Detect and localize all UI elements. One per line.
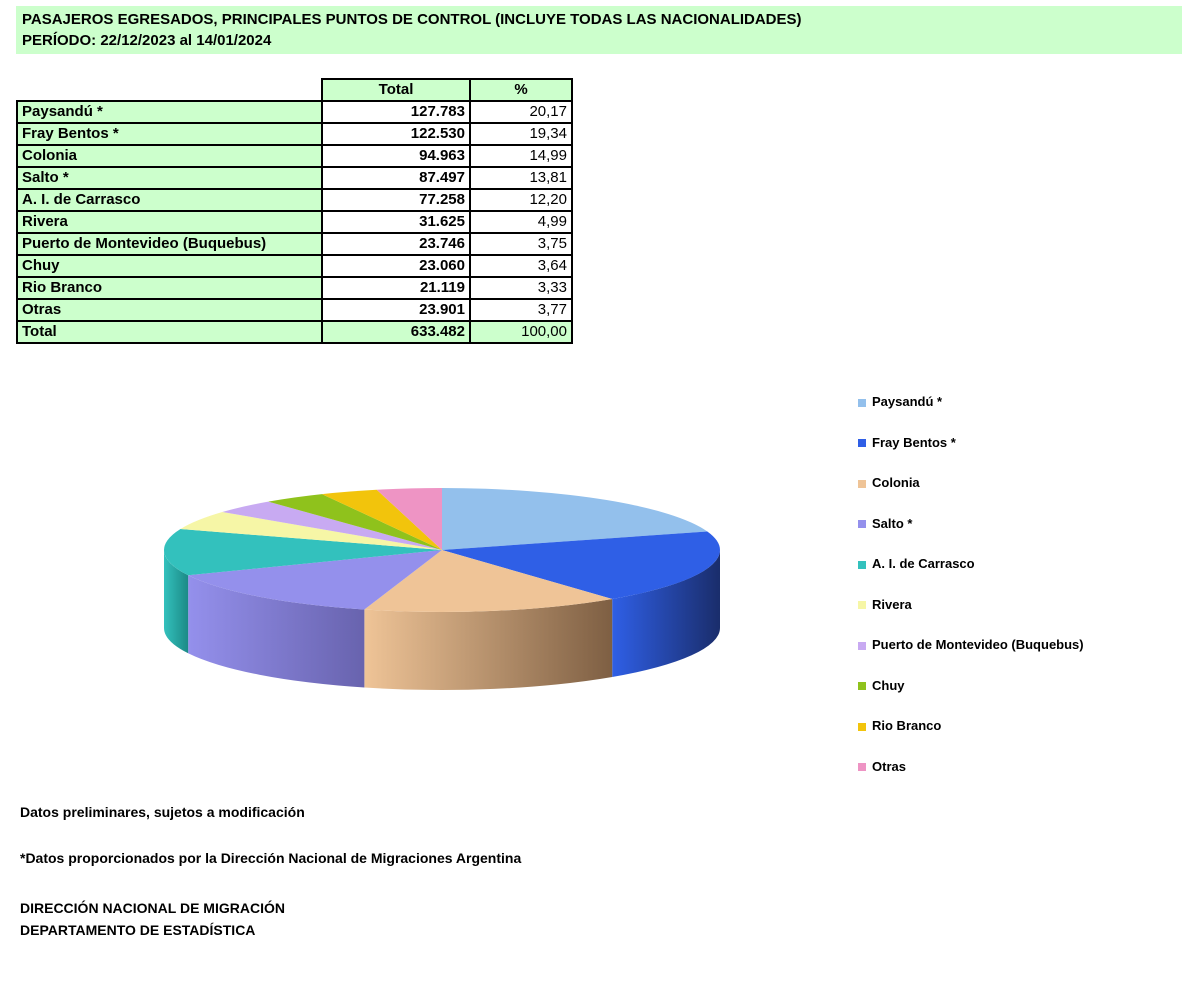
report-title: PASAJEROS EGRESADOS, PRINCIPALES PUNTOS DE CONTROL (INCLUYE TODAS LAS NACIONALIDADES) xyxy=(22,11,802,28)
legend-label: Rivera xyxy=(872,596,912,612)
org-name: DIRECCIÓN NACIONAL DE MIGRACIÓN xyxy=(20,900,285,916)
legend-item xyxy=(858,676,905,696)
org-department: DEPARTAMENTO DE ESTADÍSTICA xyxy=(20,922,256,938)
row-pct: 3,33 xyxy=(470,277,572,299)
table-row xyxy=(17,255,572,277)
row-name: Chuy xyxy=(17,255,322,277)
legend-item xyxy=(858,716,941,736)
row-total: 31.625 xyxy=(322,211,470,233)
row-pct: 3,64 xyxy=(470,255,572,277)
legend-swatch xyxy=(858,480,866,488)
table-body xyxy=(17,101,572,343)
row-name: Colonia xyxy=(17,145,322,167)
row-name: A. I. de Carrasco xyxy=(17,189,322,211)
legend-label: Fray Bentos * xyxy=(872,434,956,450)
table-row xyxy=(17,145,572,167)
table-row xyxy=(17,299,572,321)
row-total: 127.783 xyxy=(322,101,470,123)
table-row xyxy=(17,123,572,145)
legend-swatch xyxy=(858,601,866,609)
table-row xyxy=(17,211,572,233)
report-period: PERÍODO: 22/12/2023 al 14/01/2024 xyxy=(22,32,272,49)
row-name: Rio Branco xyxy=(17,277,322,299)
legend-item xyxy=(858,514,912,534)
legend-label: Colonia xyxy=(872,475,920,490)
row-pct: 4,99 xyxy=(470,211,572,233)
legend-item xyxy=(858,757,906,777)
row-name: Rivera xyxy=(17,211,322,233)
legend-label: Paysandú * xyxy=(872,394,943,409)
pie-slice-side xyxy=(364,599,612,690)
row-total: 94.963 xyxy=(322,145,470,167)
row-total: 23.746 xyxy=(322,233,470,255)
row-pct: 19,34 xyxy=(470,123,572,145)
row-pct: 3,77 xyxy=(470,299,572,321)
legend-item xyxy=(858,635,1084,655)
legend-label: Rio Branco xyxy=(872,718,942,733)
pie-chart xyxy=(150,470,740,710)
row-name: Fray Bentos * xyxy=(17,123,322,145)
row-total: 122.530 xyxy=(322,123,470,145)
row-total: 23.901 xyxy=(322,299,470,321)
table-row xyxy=(17,189,572,211)
table-total-row xyxy=(17,321,572,343)
row-pct: 14,99 xyxy=(470,145,572,167)
row-total: 21.119 xyxy=(322,277,470,299)
legend-label: Otras xyxy=(872,758,906,774)
table-row xyxy=(17,167,572,189)
legend-swatch xyxy=(858,399,866,407)
row-name: Puerto de Montevideo (Buquebus) xyxy=(17,233,322,255)
note-preliminary: Datos preliminares, sujetos a modificación xyxy=(20,804,305,820)
col-total-header: Total xyxy=(322,79,470,101)
legend-item xyxy=(858,473,920,493)
row-pct: 13,81 xyxy=(470,167,572,189)
row-name: Otras xyxy=(17,299,322,321)
legend-item xyxy=(858,392,942,412)
row-name: Paysandú * xyxy=(17,101,322,123)
legend-label: Salto * xyxy=(872,515,913,531)
row-pct: 3,75 xyxy=(470,233,572,255)
legend-swatch xyxy=(858,682,866,690)
legend-swatch xyxy=(858,439,866,447)
legend-swatch xyxy=(858,763,866,771)
row-total: 77.258 xyxy=(322,189,470,211)
row-total: 23.060 xyxy=(322,255,470,277)
legend-swatch xyxy=(858,642,866,650)
table-row xyxy=(17,101,572,123)
legend-swatch xyxy=(858,723,866,731)
legend-item xyxy=(858,433,956,453)
col-pct-header: % xyxy=(470,79,572,101)
legend-swatch xyxy=(858,520,866,528)
row-total: 87.497 xyxy=(322,167,470,189)
table-row xyxy=(17,233,572,255)
note-source: *Datos proporcionados por la Dirección Nacional de Migraciones Argentina xyxy=(20,850,522,866)
row-pct: 12,20 xyxy=(470,189,572,211)
legend-label: A. I. de Carrasco xyxy=(872,556,975,571)
total-value: 633.482 xyxy=(322,321,470,343)
row-pct: 20,17 xyxy=(470,101,572,123)
total-label: Total xyxy=(17,321,322,343)
legend-label: Puerto de Montevideo (Buquebus) xyxy=(872,637,1084,652)
legend-label: Chuy xyxy=(872,677,905,693)
legend-item xyxy=(858,554,975,574)
row-name: Salto * xyxy=(17,167,322,189)
legend-swatch xyxy=(858,561,866,569)
legend-item xyxy=(858,595,912,615)
table-row xyxy=(17,277,572,299)
total-pct: 100,00 xyxy=(470,321,572,343)
data-table xyxy=(16,78,573,344)
report-header xyxy=(16,6,1182,54)
